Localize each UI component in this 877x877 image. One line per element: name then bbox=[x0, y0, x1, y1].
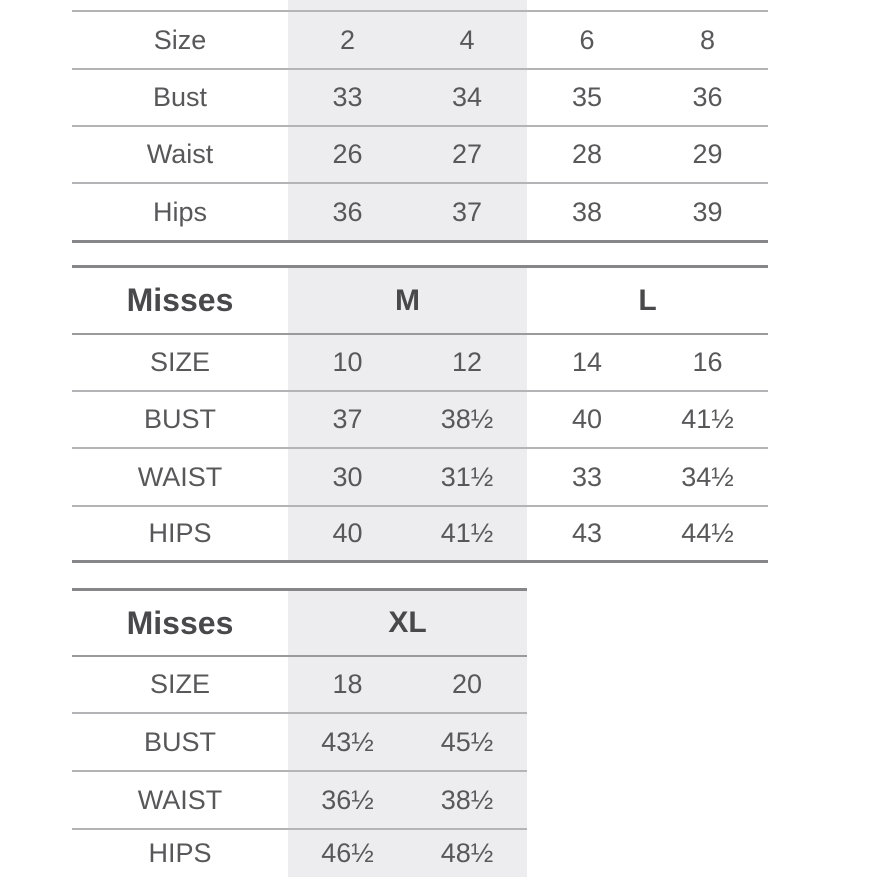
bust-value: 41½ bbox=[681, 404, 734, 434]
hips-value: 36 bbox=[332, 196, 363, 227]
row-label: BUST bbox=[143, 726, 216, 757]
bust-value: 33 bbox=[332, 82, 363, 112]
waist-value: 28 bbox=[571, 139, 603, 169]
table-row bbox=[72, 390, 768, 447]
row-label: HIPS bbox=[148, 838, 212, 868]
row-label: Size bbox=[153, 24, 207, 55]
size-value: 6 bbox=[579, 24, 595, 55]
table-row bbox=[72, 125, 768, 182]
size-group-xl: XL bbox=[388, 606, 427, 639]
table-title: Misses bbox=[126, 282, 234, 318]
table-row bbox=[72, 182, 768, 240]
bust-value: 40 bbox=[571, 404, 603, 434]
size-table-misses-m-l bbox=[72, 265, 768, 563]
row-label: WAIST bbox=[137, 461, 223, 492]
waist-value: 33 bbox=[571, 461, 603, 492]
table-row bbox=[72, 828, 527, 877]
size-value: 12 bbox=[451, 347, 483, 377]
bust-value: 45½ bbox=[440, 726, 494, 757]
size-table-misses-xl bbox=[72, 588, 527, 877]
row-label: WAIST bbox=[137, 784, 223, 815]
size-value: 16 bbox=[692, 347, 723, 377]
waist-value: 29 bbox=[692, 139, 723, 169]
table-row bbox=[72, 505, 768, 560]
table-row bbox=[72, 712, 527, 770]
waist-value: 30 bbox=[332, 461, 363, 492]
waist-value: 36½ bbox=[321, 784, 374, 815]
size-value: 2 bbox=[339, 24, 356, 55]
hips-value: 37 bbox=[451, 196, 483, 227]
table-row bbox=[72, 770, 527, 828]
waist-value: 38½ bbox=[440, 784, 494, 815]
hips-value: 43 bbox=[571, 518, 603, 548]
hips-value: 44½ bbox=[681, 518, 734, 548]
row-label: Waist bbox=[146, 139, 214, 169]
size-value: 10 bbox=[332, 347, 363, 377]
size-value: 4 bbox=[459, 24, 475, 55]
row-label: SIZE bbox=[149, 347, 210, 377]
size-group-m: M bbox=[395, 283, 420, 317]
size-value: 8 bbox=[699, 24, 716, 55]
size-table-top bbox=[72, 0, 768, 243]
table-row bbox=[72, 68, 768, 125]
waist-value: 27 bbox=[451, 139, 483, 169]
hips-value: 46½ bbox=[321, 838, 374, 868]
row-label: Bust bbox=[152, 82, 208, 112]
hips-value: 39 bbox=[692, 196, 723, 227]
row-label: HIPS bbox=[148, 518, 212, 548]
bust-value: 36 bbox=[692, 82, 723, 112]
table-title: Misses bbox=[126, 604, 234, 641]
bust-value: 35 bbox=[571, 82, 603, 112]
table-row bbox=[72, 447, 768, 505]
hips-value: 40 bbox=[332, 518, 363, 548]
hips-value: 38 bbox=[571, 196, 603, 227]
waist-value: 31½ bbox=[440, 461, 494, 492]
table-header-row bbox=[72, 268, 768, 333]
hips-value: 48½ bbox=[440, 838, 494, 868]
bust-value: 37 bbox=[332, 404, 363, 434]
row-label: BUST bbox=[143, 404, 216, 434]
waist-value: 26 bbox=[332, 139, 363, 169]
size-value: 14 bbox=[571, 347, 603, 377]
table-row bbox=[72, 333, 768, 390]
size-value: 18 bbox=[332, 669, 363, 699]
bust-value: 38½ bbox=[440, 404, 494, 434]
size-group-l: L bbox=[638, 283, 657, 317]
size-value: 20 bbox=[451, 669, 483, 699]
row-label: SIZE bbox=[149, 669, 210, 699]
table-row bbox=[72, 10, 768, 68]
bust-value: 34 bbox=[451, 82, 483, 112]
hips-value: 41½ bbox=[440, 518, 494, 548]
table-header-row bbox=[72, 591, 527, 655]
waist-value: 34½ bbox=[681, 461, 734, 492]
bust-value: 43½ bbox=[321, 726, 374, 757]
row-label: Hips bbox=[152, 196, 207, 227]
table-row bbox=[72, 655, 527, 712]
